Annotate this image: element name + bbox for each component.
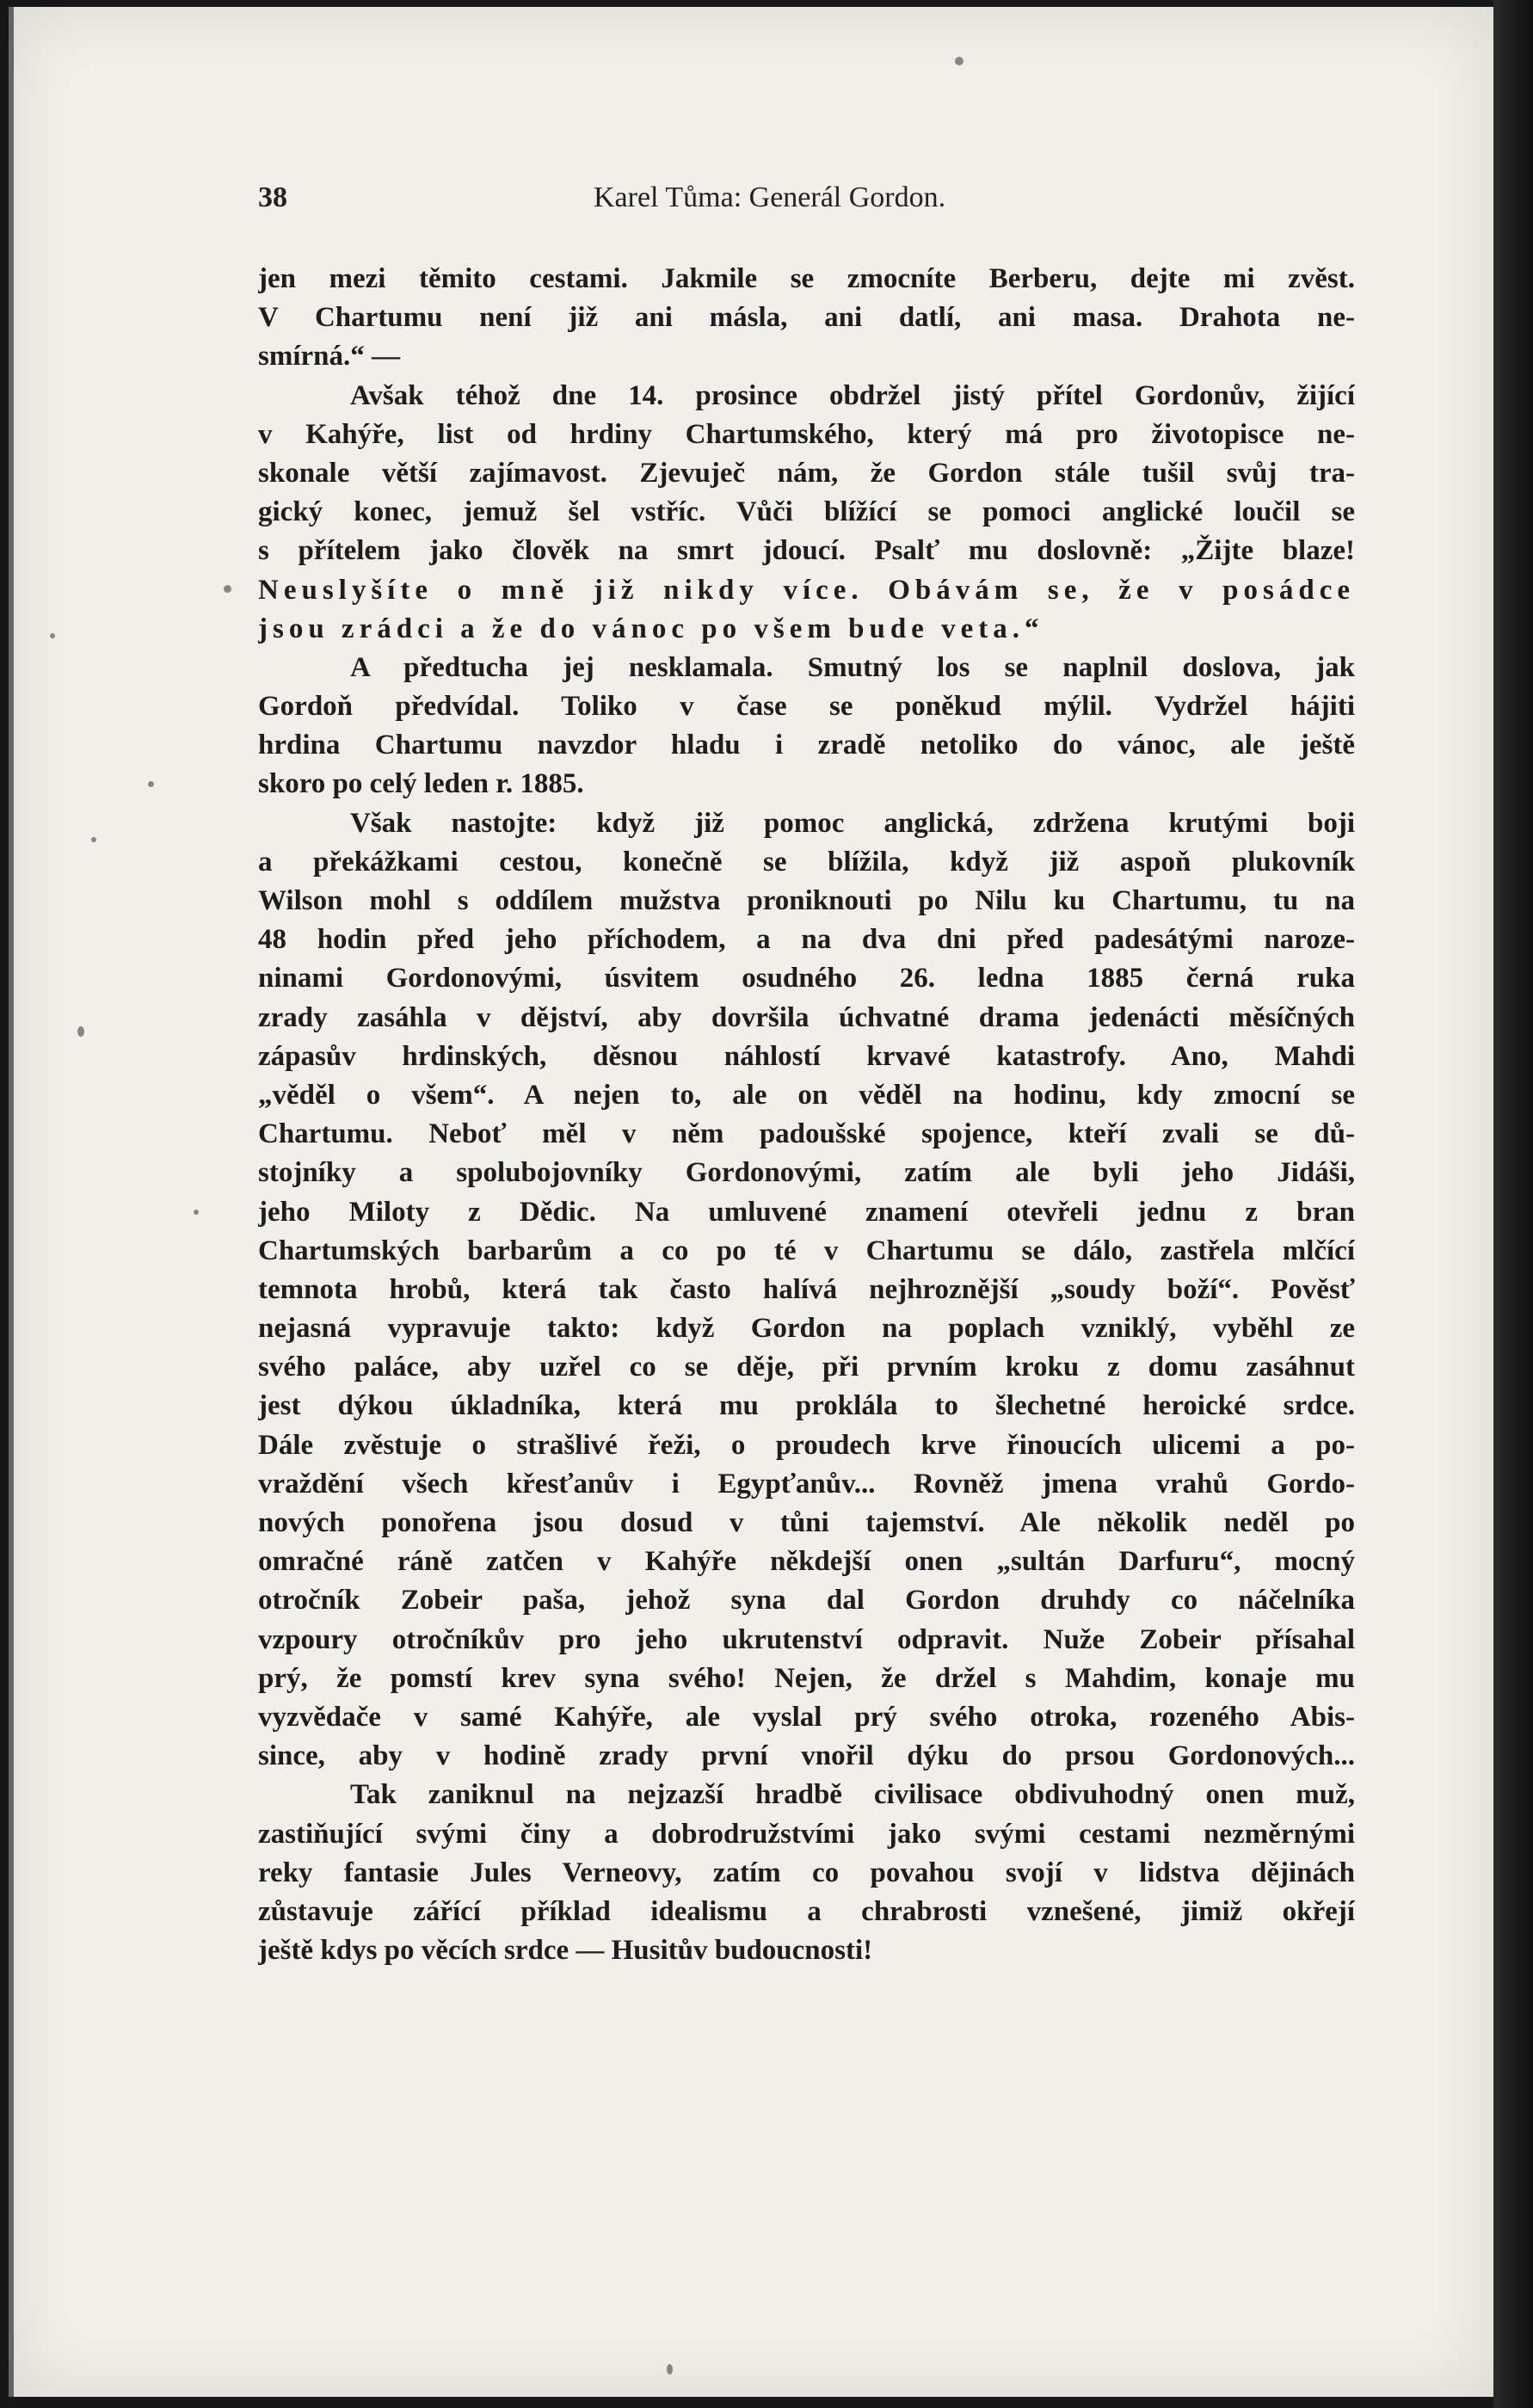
text-line: nejasná vypravuje takto: když Gordon na poplach vzniklý, vyběhl ze xyxy=(258,1313,1355,1345)
text-line: hrdina Chartumu navzdor hladu i zradě netoliko do vánoc, ale ještě xyxy=(258,730,1355,761)
text-line: prý, že pomstí krev syna svého! Nejen, že držel s Mahdim, konaje mu xyxy=(258,1662,1355,1694)
text-line: a překážkami cestou, konečně se blížila, když již aspoň plukovník xyxy=(258,846,1355,878)
text-line: 48 hodin před jeho příchodem, a na dva dni před padesátými naroze- xyxy=(258,924,1355,956)
body-text xyxy=(258,260,1355,1970)
scan-speck xyxy=(148,781,154,787)
text-line: jest dýkou úkladníka, která mu proklála to šlechetné heroické srdce. xyxy=(258,1390,1355,1422)
text-line: omračné ráně zatčen v Kahýře někdejší onen „sultán Darfuru“, mocný xyxy=(258,1546,1355,1578)
scan-speck xyxy=(194,1210,199,1215)
text-line: reky fantasie Jules Verneovy, zatím co povahou svojí v lidstva dějinách xyxy=(258,1857,1355,1888)
text-line: skoro po celý leden r. 1885. xyxy=(258,768,584,800)
text-line: jen mezi těmito cestami. Jakmile se zmocníte Berberu, dejte mi zvěst. xyxy=(258,263,1355,294)
text-line: vzpoury otročníkův pro jeho ukrutenství odpravit. Nuže Zobeir přísahal xyxy=(258,1623,1355,1655)
text-line: Dále zvěstuje o strašlivé řeži, o proudech krve řinoucích ulicemi a po- xyxy=(258,1429,1355,1461)
text-line: Chartumu. Neboť měl v něm padoušské spojence, kteří zvali se dů- xyxy=(258,1118,1355,1150)
text-line: ninami Gordonovými, úsvitem osudného 26. ledna 1885 černá ruka xyxy=(258,963,1355,995)
text-line: svého paláce, aby uzřel co se děje, při prvním kroku z domu zasáhnut xyxy=(258,1352,1355,1383)
text-line: Však nastojte: když již pomoc anglická, zdržena krutými boji xyxy=(350,807,1355,839)
text-line: stojníky a spolubojovníky Gordonovými, zatím ale byli jeho Jidáši, xyxy=(258,1157,1355,1189)
text-line: nových ponořena jsou dosud v tůni tajemství. Ale několik neděl po xyxy=(258,1507,1355,1538)
page-header xyxy=(258,176,1376,228)
scan-speck xyxy=(667,2364,673,2374)
text-line: Tak zaniknul na nejzazší hradbě civilisace obdivuhodný onen muž, xyxy=(350,1779,1355,1811)
running-title: Karel Tůma: Generál Gordon. xyxy=(594,182,946,213)
text-line: temnota hrobů, která tak často halívá nejhroznější „soudy boží“. Pověsť xyxy=(258,1273,1355,1305)
text-line: Avšak téhož dne 14. prosince obdržel jistý přítel Gordonův, žijící xyxy=(350,379,1355,411)
text-line: V Chartumu není již ani másla, ani datlí, ani masa. Drahota ne- xyxy=(258,302,1355,334)
text-line: vyzvědače v samé Kahýře, ale vyslal prý svého otroka, rozeného Abis- xyxy=(258,1701,1355,1733)
scan-speck xyxy=(91,837,96,842)
text-line: since, aby v hodině zrady první vnořil dýku do prsou Gordonových... xyxy=(258,1740,1355,1772)
text-line: Neuslyšíte o mně již nikdy více. Obávám se, že v posádce xyxy=(258,574,1355,606)
text-line: zastiňující svými činy a dobrodružstvími jako svými cestami nezměrnými xyxy=(258,1818,1355,1850)
text-line: vraždění všech křesťanův i Egypťanův... Rovněž jmena vrahů Gordo- xyxy=(258,1468,1355,1500)
text-line: v Kahýře, list od hrdiny Chartumského, který má pro životopisce ne- xyxy=(258,418,1355,450)
text-line: jsou zrádci a že do vánoc po všem bude veta.“ xyxy=(258,613,1044,644)
scan-speck xyxy=(77,1026,84,1037)
text-line: zápasův hrdinských, děsnou náhlostí krvavé katastrofy. Ano, Mahdi xyxy=(258,1040,1355,1072)
text-line: Chartumských barbarům a co po té v Chartumu se dálo, zastřela mlčící xyxy=(258,1235,1355,1266)
text-line: smírná.“ — xyxy=(258,341,400,373)
text-line: skonale větší zajímavost. Zjevuječ nám, že Gordon stále tušil svůj tra- xyxy=(258,457,1355,489)
book-edge-shadow xyxy=(1493,0,1533,2408)
text-line: Gordoň předvídal. Toliko v čase se poněkud mýlil. Vydržel hájiti xyxy=(258,691,1355,723)
scan-speck xyxy=(224,585,231,593)
text-line: Wilson mohl s oddílem mužstva proniknouti po Nilu ku Chartumu, tu na xyxy=(258,885,1355,916)
text-line: zůstavuje zářící příklad idealismu a chrabrosti vznešené, jimiž okřejí xyxy=(258,1895,1355,1927)
scan-speck xyxy=(955,57,964,65)
page-number: 38 xyxy=(258,182,287,213)
scan-speck xyxy=(50,633,55,638)
text-line: „věděl o všem“. A nejen to, ale on věděl na hodinu, kdy zmocní se xyxy=(258,1079,1355,1111)
text-line: otročník Zobeir paša, jehož syna dal Gordon druhdy co náčelníka xyxy=(258,1585,1355,1617)
text-line: zrady zasáhla v dějství, aby dovršila úchvatné drama jedenácti měsíčných xyxy=(258,1001,1355,1033)
text-line: s přítelem jako člověk na smrt jdoucí. Psalť mu doslovně: „Žijte blaze! xyxy=(258,535,1355,567)
text-line: ještě kdys po věcích srdce — Husitův budoucnosti! xyxy=(258,1935,873,1967)
text-line: A předtucha jej nesklamala. Smutný los se naplnil doslova, jak xyxy=(350,651,1355,683)
text-line: jeho Miloty z Dědic. Na umluvené znamení otevřeli jednu z bran xyxy=(258,1196,1355,1228)
text-line: gický konec, jemuž šel vstříc. Vůči blížící se pomoci anglické loučil se xyxy=(258,496,1355,528)
